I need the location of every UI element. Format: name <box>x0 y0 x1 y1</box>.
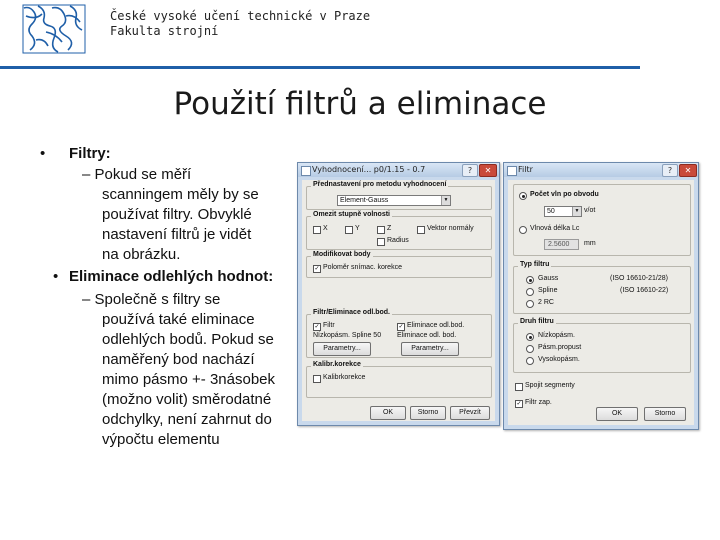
cvut-lion-logo <box>22 4 86 54</box>
probe-radius-checkbox[interactable]: ✓ <box>314 265 320 272</box>
dof-z-checkbox[interactable] <box>377 226 385 234</box>
help-button[interactable]: ? <box>462 164 478 177</box>
lowpass-label: Nízkopásm. <box>538 332 575 339</box>
waves-combo[interactable] <box>544 206 582 217</box>
bullet-line: – Společně s filtry se <box>82 291 221 308</box>
filter-info: Nízkopásm. Spline 50 <box>313 332 382 339</box>
chevron-down-icon: ▼ <box>441 196 450 205</box>
filter-elimination-group <box>306 309 492 358</box>
filter-kind-label: Druh filtru <box>520 318 554 325</box>
elimination-checkbox[interactable]: ✓ <box>398 323 404 330</box>
dof-group-label: Omezit stupně volnosti <box>313 211 391 218</box>
modify-points-group <box>306 251 492 278</box>
preset-group <box>306 181 492 210</box>
bullet-line: na obrázku. <box>102 246 181 263</box>
gauss-label: Gauss <box>538 275 559 282</box>
gauss-radio[interactable] <box>526 276 534 284</box>
dialog-body <box>508 180 694 425</box>
wavelength-radio[interactable] <box>519 226 527 234</box>
ok-button[interactable]: OK <box>370 406 406 420</box>
spline-radio[interactable] <box>526 288 534 296</box>
highpass-label: Vysokopásm. <box>538 356 580 363</box>
filter-dialog <box>503 162 699 430</box>
dof-x-checkbox[interactable] <box>313 226 321 234</box>
waves-unit: v/ot <box>584 207 596 214</box>
dof-y-label: Y <box>355 225 360 232</box>
filter-label: Filtr <box>323 322 335 329</box>
dof-x-label: X <box>323 225 328 232</box>
filter-params-button[interactable]: Parametry... <box>313 342 371 356</box>
rc-radio[interactable] <box>526 300 534 308</box>
filter-type-group <box>513 261 691 314</box>
apply-button[interactable]: Převzít <box>450 406 490 420</box>
dof-radius-checkbox[interactable] <box>377 238 385 246</box>
dof-radius-label: Radius <box>387 237 409 244</box>
wavelength-label: Vlnová délka Lc <box>530 225 580 232</box>
preset-combo[interactable] <box>337 195 451 206</box>
university-name: České vysoké učení technické v Praze <box>110 9 371 23</box>
gauss-standard: (ISO 16610-21/28) <box>610 275 668 282</box>
wavelength-input[interactable]: 2.5600 <box>544 239 579 250</box>
dof-group <box>306 211 492 250</box>
bandpass-radio[interactable] <box>526 345 534 353</box>
filter-type-label: Typ filtru <box>520 261 550 268</box>
app-icon <box>507 166 517 176</box>
spline-label: Spline <box>538 287 558 294</box>
bullet-line: odchylky, není zahrnut do <box>102 411 272 428</box>
dof-z-label: Z <box>387 225 392 232</box>
modify-group-label: Modifikovat body <box>313 251 371 258</box>
join-segments-label: Spojit segmenty <box>525 382 575 389</box>
elimination-params-button[interactable]: Parametry... <box>401 342 459 356</box>
dialog-title: Filtr <box>518 165 533 174</box>
close-icon[interactable]: ✕ <box>679 164 697 177</box>
bullet-line: odlehlých bodů. Pokud se <box>102 331 274 348</box>
probe-radius-label: Poloměr snímac. korekce <box>323 264 402 271</box>
dialog-body <box>302 180 495 421</box>
wavelength-group <box>513 184 691 256</box>
lowpass-radio[interactable] <box>526 333 534 341</box>
filter-group-label: Filtr/Eliminace odl.bod. <box>313 309 391 316</box>
dof-normal-checkbox[interactable] <box>417 226 425 234</box>
waves-per-rev-radio[interactable] <box>519 192 527 200</box>
bullet-dot: • <box>40 145 46 162</box>
app-icon <box>301 166 311 176</box>
dialog-titlebar[interactable] <box>504 163 698 177</box>
dof-y-checkbox[interactable] <box>345 226 353 234</box>
elimination-info: Eliminace odl. bod. <box>397 332 457 339</box>
bullet-line: nastavení filtrů je vidět <box>102 226 252 243</box>
dialog-title: Vyhodnocení... p0/1.15 - 0.7 <box>312 165 426 174</box>
calibration-group-label: Kalibr.korekce <box>313 361 361 368</box>
preset-group-label: Přednastavení pro metodu vyhodnocení <box>313 181 447 188</box>
bullet-line: scanningem měly by se <box>102 186 259 203</box>
slide-title: Použití filtrů a eliminace <box>173 86 547 122</box>
calibration-group <box>306 361 492 398</box>
bullet-line: výpočtu elementu <box>102 431 220 448</box>
bullet-line: mimo pásmo +- 3násobek <box>102 371 275 388</box>
close-icon[interactable]: ✕ <box>479 164 497 177</box>
elimination-label: Eliminace odl.bod. <box>407 322 465 329</box>
preset-value: Element-Gauss <box>340 197 389 204</box>
dof-normal-label: Vektor normály <box>427 225 474 232</box>
help-button[interactable]: ? <box>662 164 678 177</box>
bandpass-label: Pásm.propust <box>538 344 582 351</box>
waves-per-rev-label: Počet vln po obvodu <box>530 191 599 198</box>
bullet-line: používat filtry. Obvyklé <box>102 206 252 223</box>
bullet-line: naměřený bod nachází <box>102 351 255 368</box>
wavelength-unit: mm <box>584 240 596 247</box>
bullet-heading-filters: Filtry: <box>69 145 111 162</box>
join-segments-checkbox[interactable] <box>515 383 523 391</box>
highpass-radio[interactable] <box>526 357 534 365</box>
waves-value: 50 <box>547 208 555 215</box>
bullet-heading-elimination: Eliminace odlehlých hodnot: <box>69 268 274 285</box>
filter-kind-group <box>513 318 691 373</box>
bullet-line: používá také eliminace <box>102 311 255 328</box>
rc-label: 2 RC <box>538 299 554 306</box>
chevron-down-icon: ▼ <box>572 207 581 216</box>
bullet-line: – Pokud se měří <box>82 166 192 183</box>
header-divider <box>0 66 640 69</box>
calibration-label: Kalibrkorekce <box>323 374 366 381</box>
bullet-line: (možno volit) směrodatné <box>102 391 272 408</box>
filter-on-label: Filtr zap. <box>525 399 552 406</box>
spline-standard: (ISO 16610-22) <box>620 287 669 294</box>
dialog-titlebar[interactable] <box>298 163 499 177</box>
filter-checkbox[interactable]: ✓ <box>314 323 320 330</box>
bullet-dot: • <box>53 268 59 285</box>
cancel-button[interactable]: Storno <box>644 407 686 421</box>
calibration-checkbox[interactable] <box>313 375 321 383</box>
faculty-name: Fakulta strojní <box>110 24 219 38</box>
cancel-button[interactable]: Storno <box>410 406 446 420</box>
evaluation-dialog <box>297 162 500 426</box>
ok-button[interactable]: OK <box>596 407 638 421</box>
filter-on-checkbox[interactable]: ✓ <box>516 400 522 407</box>
